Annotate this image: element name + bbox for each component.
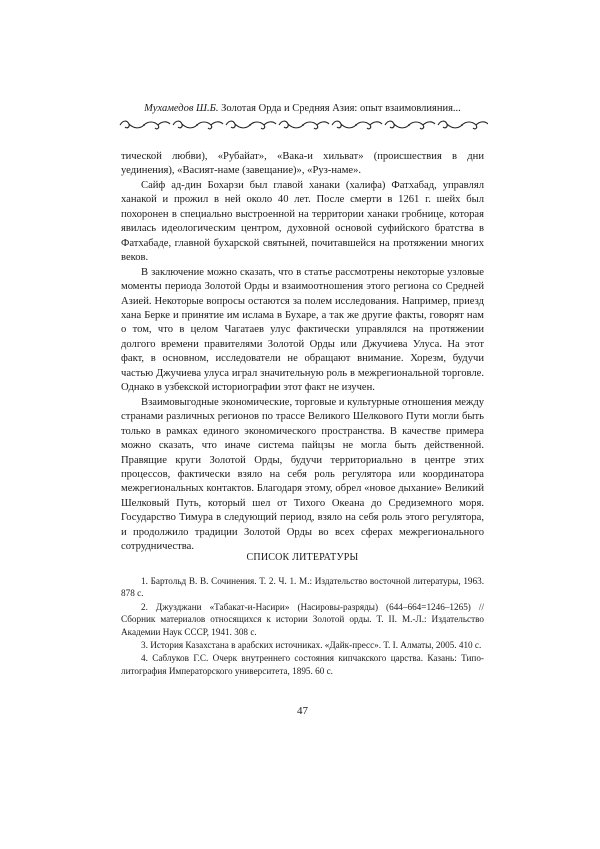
running-header — [121, 103, 484, 114]
paragraph-3: В заключение можно сказать, что в статье рассмотрены некоторые узловые моменты периода Золотой Орды и взаимоотношения этого региона со Средней Азией. Некоторые вопросы остаются за полем исследования. Например, приезд хана Берке и принятие им ислама в Бухаре, а так же другие факты, говорят нам о том, что в целом Чагатаев улус фактически управлялся на протяжении долгого времени правителями Золотой Орды или Джучиева Улуса. На этот факт, в основном, исследователи не обращают внимание. Хорезм, будучи частью Джучиева улуса играл значительную роль в межрегиональной торговле. Однако в узбекской историографии этот факт не изучен. — [121, 266, 484, 394]
paragraph-4: Взаимовыгодные экономические, торговые и культурные отношения между странами различных регионов по трассе Великого Шелкового Пути могли быть только в рамках единого экономического пространства. В качестве примера можно сказать, что иначе система пайцзы не могла быть действенной. Правящие круги Золотой Орды, будучи территориально в центре этих процессов, фактически взяло на себя роль регулятора или координатора межрегиональных контактов. Благодаря этому, обрел «новое дыхание» Великий Шелковый Путь, который шел от Тихого Океана до Средиземного моря. Государство Тимура в следующий период, взяло на себя роль этого регулятора, и продолжило традиции Золотой Орды во всех сферах межрегионального сотрудничества. — [121, 396, 484, 553]
references-list — [121, 575, 484, 678]
article-body — [121, 150, 484, 555]
reference-item: 1. Бартольд В. В. Сочинения. Т. 2. Ч. 1. М.: Издательство восточной литературы, 1963. 878 с. — [121, 576, 484, 599]
ornament-divider — [118, 119, 488, 131]
paragraph-1: тической любви), «Рубайат», «Вака-и хильват» (происшествия в дни уединения), «Васият-наме (завещание)», «Руз-наме». — [121, 151, 484, 177]
header-author: Мухамедов Ш.Б. — [144, 103, 219, 114]
page-number: 47 — [297, 705, 308, 717]
paragraph-2: Сайф ад-дин Бохарзи был главой ханаки (халифа) Фатхабад, управлял ханакой и прожил в ней около 40 лет. После смерти в 1261 г. шейх был похоронен в специально выстроенной на территории ханаки гробнице, которая явилась идеологическим центром, духовной основой суфийского братства в Фатхабаде, главной бухарской святыней, почитавшейся на протяжении многих веков. — [121, 179, 484, 264]
reference-item: 3. История Казахстана в арабских источниках. «Дайк-пресс». Т. I. Алматы, 2005. 410 с. — [141, 640, 482, 651]
header-title: Золотая Орда и Средняя Азия: опыт взаимовлияния... — [221, 103, 461, 114]
reference-item: 4. Саблуков Г.С. Очерк внутреннего состояния кипчакского царства. Казань: Типо-литография Императорского университета, 1895. 60 с. — [121, 653, 484, 676]
references-title: СПИСОК ЛИТЕРАТУРЫ — [246, 552, 359, 563]
reference-item: 2. Джузджани «Табакат-и-Насири» (Насировы-разряды) (644–664=1246–1265) // Сборник материалов относящихся к истории Золотой орды. Т. II. М.-Л.: Издательство Академии Наук СССР, 1941. 308 с. — [121, 601, 484, 637]
